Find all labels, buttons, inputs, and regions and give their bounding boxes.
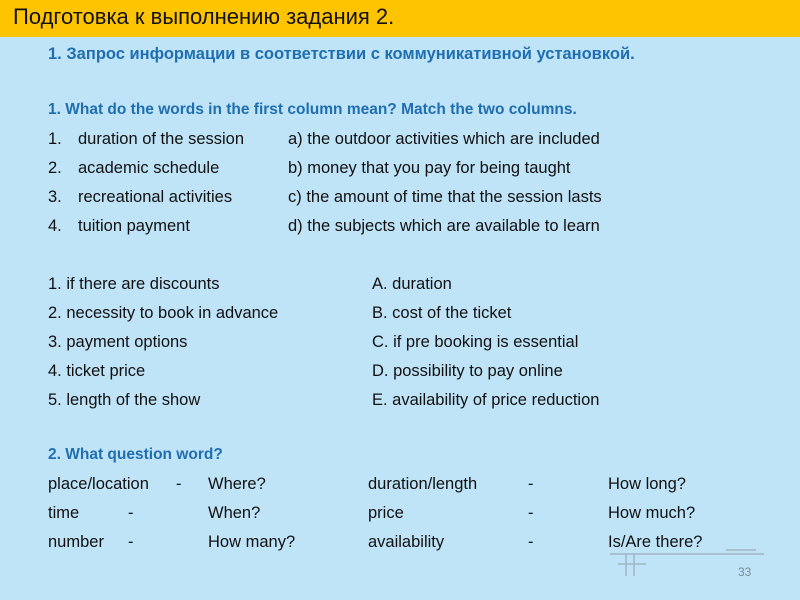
- item-number: 4.: [48, 217, 62, 235]
- item-term: tuition payment: [78, 217, 190, 235]
- page-number: 33: [738, 565, 752, 579]
- item-left: 4. ticket price: [48, 362, 146, 380]
- item-term: duration of the session: [78, 130, 245, 148]
- item-term: academic schedule: [78, 159, 220, 177]
- item-left: 1. if there are discounts: [48, 275, 220, 293]
- question-cell: How long?: [608, 475, 686, 493]
- item-right: B. cost of the ticket: [372, 304, 512, 322]
- question-cell: Is/Are there?: [608, 533, 703, 551]
- item-left: 3. payment options: [48, 333, 188, 351]
- question-cell: Where?: [208, 475, 266, 493]
- item-definition: d) the subjects which are available to learn: [288, 217, 600, 235]
- word-cell: number: [48, 533, 104, 551]
- subtitle: 1. Запрос информации в соответствии с коммуникативной установкой.: [48, 45, 635, 63]
- item-definition: c) the amount of time that the session lasts: [288, 188, 602, 206]
- dash-cell: -: [128, 533, 134, 551]
- dash-cell: -: [128, 504, 134, 522]
- question-cell: How much?: [608, 504, 696, 522]
- item-right: E. availability of price reduction: [372, 391, 600, 409]
- dash-cell: -: [176, 475, 182, 493]
- item-number: 1.: [48, 130, 62, 148]
- title-bar: [0, 0, 800, 37]
- slide-title: Подготовка к выполнению задания 2.: [13, 4, 395, 29]
- item-definition: a) the outdoor activities which are included: [288, 130, 600, 148]
- task2-heading: 2. What question word?: [48, 446, 223, 463]
- task1-heading: 1. What do the words in the first column mean? Match the two columns.: [48, 101, 577, 118]
- dash-cell: -: [528, 475, 534, 493]
- item-term: recreational activities: [78, 188, 233, 206]
- dash-cell: -: [528, 504, 534, 522]
- question-cell: When?: [208, 504, 261, 522]
- item-left: 5. length of the show: [48, 391, 201, 409]
- word-cell: duration/length: [368, 475, 478, 493]
- word-cell: availability: [368, 533, 445, 551]
- item-right: C. if pre booking is essential: [372, 333, 579, 351]
- item-definition: b) money that you pay for being taught: [288, 159, 571, 177]
- item-number: 2.: [48, 159, 62, 177]
- dash-cell: -: [528, 533, 534, 551]
- question-cell: How many?: [208, 533, 296, 551]
- word-cell: time: [48, 504, 80, 522]
- word-cell: place/location: [48, 475, 149, 493]
- item-right: A. duration: [372, 275, 452, 293]
- item-left: 2. necessity to book in advance: [48, 304, 279, 322]
- item-right: D. possibility to pay online: [372, 362, 563, 380]
- item-number: 3.: [48, 188, 62, 206]
- word-cell: price: [368, 504, 404, 522]
